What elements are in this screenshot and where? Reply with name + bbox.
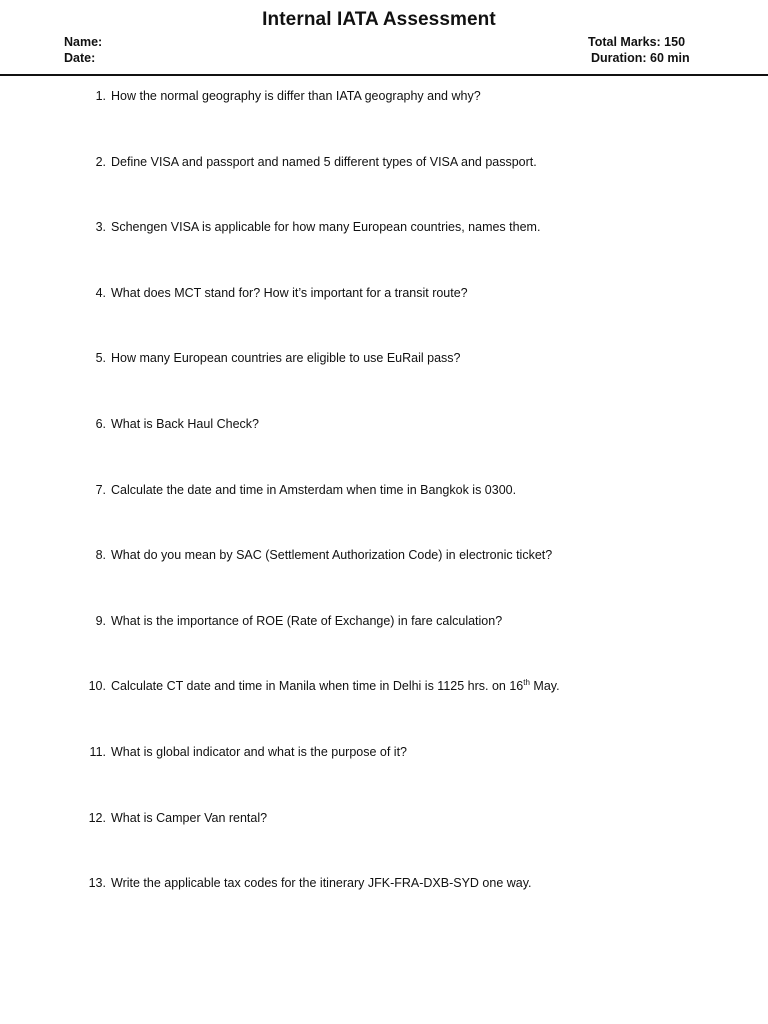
question-text: [111, 219, 540, 235]
question-item: [0, 875, 768, 941]
question-number: 4.: [95, 285, 106, 300]
question-text: [111, 875, 532, 891]
question-text-main: Schengen VISA is applicable for how many European countries, names them.: [111, 220, 541, 235]
question-number: 10.: [88, 679, 106, 694]
question-number: 6.: [95, 416, 106, 431]
question-item: [0, 154, 768, 220]
question-number: 2.: [95, 154, 106, 169]
question-text-main: Write the applicable tax codes for the itinerary JFK-FRA-DXB-SYD one way.: [111, 876, 532, 891]
question-number: 12.: [88, 810, 106, 825]
candidate-info: [64, 34, 102, 66]
question-text-main: What does MCT stand for? How it’s important for a transit route?: [111, 285, 468, 300]
question-text: [111, 350, 461, 366]
question-text: [111, 744, 407, 760]
duration: Duration: 60 min: [591, 51, 690, 65]
question-text: [111, 416, 259, 432]
question-text: [111, 88, 481, 104]
question-item: [0, 416, 768, 482]
question-text-main: What is global indicator and what is the purpose of it?: [111, 744, 408, 759]
question-text: [111, 678, 560, 694]
question-text-main: Calculate CT date and time in Manila when time in Delhi is 1125 hrs. on 16: [111, 679, 524, 694]
question-text: [111, 482, 516, 498]
question-text: [111, 154, 537, 170]
question-number: 8.: [95, 548, 106, 563]
question-text: [111, 613, 502, 629]
question-item: [0, 482, 768, 548]
question-item: [0, 678, 768, 744]
question-number: 1.: [95, 89, 106, 103]
date-label: Date:: [64, 51, 96, 65]
page-title: Internal IATA Assessment: [262, 9, 496, 30]
question-text-main: Calculate the date and time in Amsterdam when time in Bangkok is 0300.: [111, 482, 517, 497]
total-marks: Total Marks: 150: [588, 35, 686, 49]
question-text-end: May.: [529, 679, 560, 694]
question-item: [0, 744, 768, 810]
question-item: [0, 285, 768, 351]
question-text-main: What is Back Haul Check?: [111, 416, 259, 431]
question-text-main: What do you mean by SAC (Settlement Authorization Code) in electronic ticket?: [111, 548, 553, 563]
exam-info: [588, 34, 690, 66]
question-item: [0, 350, 768, 416]
question-item: [0, 88, 768, 154]
question-list: [0, 88, 768, 941]
ordinal-suffix: th: [523, 678, 530, 688]
question-number: 9.: [95, 613, 106, 628]
question-number: 3.: [95, 220, 106, 235]
question-text-main: How the normal geography is differ than IATA geography and why?: [111, 89, 481, 103]
question-text-main: Define VISA and passport and named 5 different types of VISA and passport.: [111, 154, 537, 169]
question-number: 7.: [95, 482, 106, 497]
question-number: 5.: [95, 351, 106, 366]
question-number: 13.: [88, 876, 106, 891]
question-item: [0, 547, 768, 613]
question-number: 11.: [89, 744, 106, 759]
header-divider: [0, 74, 768, 76]
question-text: [111, 547, 552, 563]
question-text-main: What is the importance of ROE (Rate of Exchange) in fare calculation?: [111, 613, 503, 628]
name-label: Name:: [64, 35, 103, 49]
question-text-main: What is Camper Van rental?: [111, 810, 268, 825]
question-text: [111, 810, 267, 826]
question-item: [0, 810, 768, 876]
question-item: [0, 219, 768, 285]
question-text-main: How many European countries are eligible to use EuRail pass?: [111, 351, 461, 366]
question-text: [111, 285, 468, 301]
question-item: [0, 613, 768, 679]
